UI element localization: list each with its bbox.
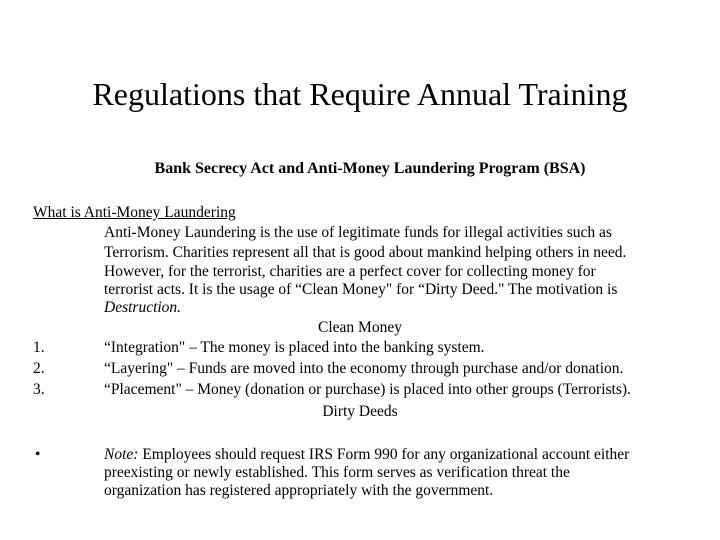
note-label: Note:	[104, 446, 139, 463]
paragraph-line: Anti-Money Laundering is the use of legitimate funds for illegal activities such as	[104, 224, 612, 241]
bullet-icon: •	[35, 446, 41, 463]
step-text: “Integration" – The money is placed into the banking system.	[104, 339, 485, 356]
step-number: 2.	[33, 360, 45, 377]
paragraph-emphasis: Destruction.	[104, 299, 182, 316]
dirty-deeds-label	[0, 403, 720, 421]
step-number: 1.	[33, 339, 45, 356]
paragraph-line: However, for the terrorist, charities are a perfect cover for collecting money for	[104, 263, 596, 280]
section-heading: What is Anti-Money Laundering	[33, 204, 236, 221]
note-line	[104, 446, 629, 464]
note-line: preexisting or newly established. This form serves as verification threat the	[104, 464, 570, 481]
slide-subtitle: Bank Secrecy Act and Anti-Money Laundering Program (BSA)	[154, 160, 586, 177]
paragraph-line: Terrorism. Charities represent all that is good about mankind helping others in need.	[104, 244, 627, 261]
clean-money-text: Clean Money	[318, 319, 402, 336]
clean-money-label	[0, 319, 720, 337]
note-line: organization has registered appropriately with the government.	[104, 482, 494, 499]
step-text: “Placement" – Money (donation or purchase) is placed into other groups (Terrorists).	[104, 381, 631, 398]
slide-title: Regulations that Require Annual Training	[92, 76, 628, 112]
dirty-deeds-text: Dirty Deeds	[322, 403, 398, 420]
step-text: “Layering" – Funds are moved into the economy through purchase and/or donation.	[104, 360, 624, 377]
note-text: Employees should request IRS Form 990 for any organizational account either	[138, 446, 630, 463]
paragraph-line: terrorist acts. It is the usage of “Clean Money" for “Dirty Deed." The motivation is	[104, 281, 618, 298]
step-number: 3.	[33, 381, 45, 398]
